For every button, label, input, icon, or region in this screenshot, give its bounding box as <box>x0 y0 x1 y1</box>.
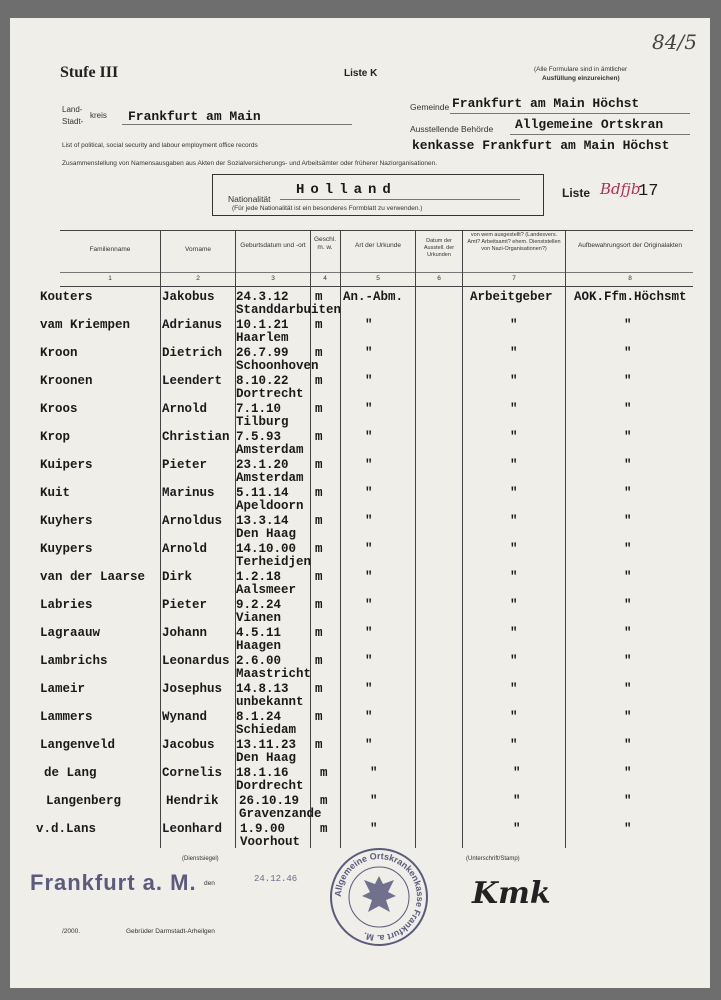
cell-archive: " <box>624 822 632 836</box>
cell-sex: m <box>315 458 323 472</box>
cell-archive: " <box>624 346 632 360</box>
cell-issuer: " <box>510 598 518 612</box>
cell-birthplace: Aalsmeer <box>236 583 297 597</box>
col-num-7: 7 <box>512 275 516 282</box>
table-row <box>10 710 710 738</box>
cell-birthdate: 9.2.24 <box>236 598 282 612</box>
cell-doctype: " <box>365 486 373 500</box>
col-header-doctype: Art der Urkunde <box>355 242 401 249</box>
table-row <box>10 738 710 766</box>
col-num-3: 3 <box>271 275 275 282</box>
cell-issuer: " <box>513 822 521 836</box>
table-row <box>10 318 710 346</box>
gemeinde-label: Gemeinde <box>410 102 450 112</box>
cell-sex: m <box>315 626 323 640</box>
cell-birthplace: Den Haag <box>236 751 297 765</box>
cell-birthdate: 1.2.18 <box>236 570 282 584</box>
cell-doctype: " <box>370 822 378 836</box>
cell-birthdate: 4.5.11 <box>236 626 282 640</box>
cell-archive: " <box>624 682 632 696</box>
col-num-5: 5 <box>376 275 380 282</box>
cell-issuer: " <box>510 430 518 444</box>
cell-doctype: " <box>365 654 373 668</box>
cell-doctype: " <box>365 598 373 612</box>
cell-issuer: " <box>510 570 518 584</box>
cell-surname: Lameir <box>40 682 86 696</box>
cell-birthplace: Amsterdam <box>236 443 304 457</box>
cell-sex: m <box>315 290 323 304</box>
nationality-label: Nationalität <box>228 194 271 204</box>
cell-sex: m <box>315 598 323 612</box>
table-row <box>10 374 710 402</box>
cell-birthplace: unbekannt <box>236 695 304 709</box>
german-line: Zusammenstellung von Namensausgaben aus Akten der Sozialversicherungs- und Arbeitsämter oder früherer Naziorganisationen. <box>62 160 438 167</box>
cell-surname: Krop <box>40 430 71 444</box>
cell-doctype: " <box>365 570 373 584</box>
behoerde-value-2: kenkasse Frankfurt am Main Höchst <box>412 138 670 153</box>
table-row <box>10 794 710 822</box>
cell-sex: m <box>315 346 323 360</box>
cell-doctype: " <box>365 514 373 528</box>
cell-birthplace: Dordrecht <box>236 779 304 793</box>
col-header-surname: Familienname <box>89 246 131 253</box>
cell-birthplace: Dortrecht <box>236 387 304 401</box>
col-header-archive: Aufbewahrungsort der Originalakten <box>577 242 683 249</box>
cell-issuer: " <box>510 346 518 360</box>
cell-archive: " <box>624 318 632 332</box>
cell-firstname: Pieter <box>162 598 208 612</box>
den-label: den <box>204 880 215 887</box>
table-row <box>10 570 710 598</box>
cell-sex: m <box>315 570 323 584</box>
cell-archive: " <box>624 430 632 444</box>
english-line: List of political, social security and labour employment office records <box>62 142 258 149</box>
cell-firstname: Dirk <box>162 570 193 584</box>
cell-birthdate: 13.11.23 <box>236 738 297 752</box>
cell-firstname: Arnold <box>162 402 208 416</box>
nationality-value: Holland <box>296 182 397 198</box>
cell-birthdate: 18.1.16 <box>236 766 289 780</box>
cell-archive: " <box>624 654 632 668</box>
cell-doctype: An.-Abm. <box>343 290 404 304</box>
col-num-1: 1 <box>108 275 112 282</box>
table-row <box>10 430 710 458</box>
cell-sex: m <box>315 710 323 724</box>
behoerde-value-1: Allgemeine Ortskran <box>515 117 664 132</box>
cell-sex: m <box>315 542 323 556</box>
table-row <box>10 626 710 654</box>
cell-sex: m <box>320 766 328 780</box>
nationality-note: (Für jede Nationalität ist ein besonderes Formblatt zu verwenden.) <box>232 205 423 212</box>
cell-issuer: " <box>510 710 518 724</box>
cell-surname: Kuipers <box>40 458 93 472</box>
cell-doctype: " <box>365 542 373 556</box>
stufe-heading: Stufe III <box>60 64 119 81</box>
table-row <box>10 486 710 514</box>
cell-sex: m <box>320 822 328 836</box>
liste-number: 17 <box>638 182 659 201</box>
cell-firstname: Adrianus <box>162 318 223 332</box>
cell-issuer: " <box>513 794 521 808</box>
handwritten-signature: Kmk <box>472 876 551 911</box>
cell-birthplace: Gravenzande <box>239 807 322 821</box>
cell-firstname: Marinus <box>162 486 215 500</box>
cell-sex: m <box>320 794 328 808</box>
cell-surname: Kroon <box>40 346 78 360</box>
kreis-label: kreis <box>90 111 107 120</box>
cell-issuer: " <box>510 374 518 388</box>
col-num-2: 2 <box>196 275 200 282</box>
cell-surname: de Lang <box>44 766 97 780</box>
cell-archive: " <box>624 598 632 612</box>
cell-issuer: " <box>510 458 518 472</box>
cell-firstname: Johann <box>162 626 208 640</box>
cell-surname: Kroos <box>40 402 78 416</box>
cell-sex: m <box>315 486 323 500</box>
cell-birthplace: Standdarbuiten <box>236 303 342 317</box>
document-sheet <box>10 18 710 988</box>
cell-doctype: " <box>365 430 373 444</box>
table-row <box>10 514 710 542</box>
cell-birthdate: 26.10.19 <box>239 794 300 808</box>
cell-sex: m <box>315 374 323 388</box>
cell-sex: m <box>315 514 323 528</box>
cell-surname: van der Laarse <box>40 570 146 584</box>
cell-doctype: " <box>365 738 373 752</box>
cell-sex: m <box>315 738 323 752</box>
cell-archive: " <box>624 486 632 500</box>
cell-firstname: Pieter <box>162 458 208 472</box>
cell-birthdate: 8.10.22 <box>236 374 289 388</box>
cell-birthdate: 7.1.10 <box>236 402 282 416</box>
col-header-sex: Geschl. m. w. <box>313 236 337 251</box>
cell-archive: " <box>624 514 632 528</box>
cell-surname: Langenberg <box>46 794 122 808</box>
cell-birthplace: Voorhout <box>240 835 301 849</box>
cell-surname: Lambrichs <box>40 654 108 668</box>
cell-archive: " <box>624 570 632 584</box>
cell-doctype: " <box>365 318 373 332</box>
table-row <box>10 346 710 374</box>
cell-doctype: " <box>370 766 378 780</box>
cell-birthplace: Schoonhoven <box>236 359 319 373</box>
cell-surname: Kuypers <box>40 542 93 556</box>
cell-birthplace: Apeldoorn <box>236 499 304 513</box>
dienstsiegel-label: (Dienstsiegel) <box>182 856 219 862</box>
cell-sex: m <box>315 654 323 668</box>
landkreis-value: Frankfurt am Main <box>128 109 261 124</box>
cell-surname: Langenveld <box>40 738 116 752</box>
cell-archive: " <box>624 374 632 388</box>
cell-archive: " <box>624 542 632 556</box>
liste-handwritten: Bdfjb <box>600 180 641 198</box>
cell-surname: Lammers <box>40 710 93 724</box>
cell-birthdate: 7.5.93 <box>236 430 282 444</box>
cell-archive: " <box>624 458 632 472</box>
cell-archive: AOK.Ffm.Höchsmt <box>574 290 687 304</box>
cell-surname: Labries <box>40 598 93 612</box>
cell-surname: Kouters <box>40 290 93 304</box>
liste-label: Liste <box>562 186 591 200</box>
cell-sex: m <box>315 402 323 416</box>
col-header-docdate: Datum der Ausstell. der Urkunden <box>423 238 455 258</box>
col-num-6: 6 <box>437 275 441 282</box>
cell-surname: vam Kriempen <box>40 318 131 332</box>
cell-doctype: " <box>365 682 373 696</box>
stadt-label: Stadt- <box>62 117 84 126</box>
cell-archive: " <box>624 738 632 752</box>
table-row <box>10 766 710 794</box>
cell-issuer: Arbeitgeber <box>470 290 553 304</box>
office-seal <box>328 846 430 948</box>
cell-doctype: " <box>365 458 373 472</box>
cell-issuer: " <box>510 542 518 556</box>
liste-k-heading: Liste K <box>344 68 378 79</box>
cell-issuer: " <box>510 626 518 640</box>
stamp-date: 24.12.46 <box>254 874 298 884</box>
col-header-birth: Geburtsdatum und -ort <box>240 242 306 249</box>
cell-firstname: Arnold <box>162 542 208 556</box>
cell-firstname: Arnoldus <box>162 514 223 528</box>
cell-birthdate: 5.11.14 <box>236 486 289 500</box>
cell-birthdate: 13.3.14 <box>236 514 289 528</box>
cell-birthdate: 14.10.00 <box>236 542 297 556</box>
cell-firstname: Leendert <box>162 374 223 388</box>
cell-birthdate: 26.7.99 <box>236 346 289 360</box>
col-num-4: 4 <box>323 275 327 282</box>
cell-firstname: Leonhard <box>162 822 223 836</box>
cell-doctype: " <box>370 794 378 808</box>
table-row <box>10 290 710 318</box>
cell-firstname: Josephus <box>162 682 223 696</box>
cell-sex: m <box>315 682 323 696</box>
col-header-firstname: Vorname <box>184 246 212 253</box>
cell-issuer: " <box>513 766 521 780</box>
seal-text: Allgemeine Ortskrankenkasse Frankfurt a. M. <box>332 850 426 944</box>
behoerde-label: Ausstellende Behörde <box>410 124 494 134</box>
table-row <box>10 542 710 570</box>
cell-doctype: " <box>365 374 373 388</box>
unterschrift-label: (Unterschrift/Stamp) <box>466 856 520 862</box>
cell-surname: Kuit <box>40 486 71 500</box>
cell-archive: " <box>624 766 632 780</box>
top-right-note-2: Ausfüllung einzureichen) <box>542 75 620 82</box>
table-row <box>10 598 710 626</box>
cell-issuer: " <box>510 402 518 416</box>
cell-birthdate: 14.8.13 <box>236 682 289 696</box>
cell-birthplace: Maastricht <box>236 667 312 681</box>
cell-firstname: Leonardus <box>162 654 230 668</box>
cell-birthplace: Haagen <box>236 639 282 653</box>
cell-birthdate: 23.1.20 <box>236 458 289 472</box>
cell-firstname: Jakobus <box>162 290 215 304</box>
table-row <box>10 654 710 682</box>
footer-printer: Gebrüder Darmstadt-Arheilgen <box>126 928 215 935</box>
table-row <box>10 682 710 710</box>
page-number-handwritten: 84/5 <box>652 30 697 54</box>
gemeinde-value: Frankfurt am Main Höchst <box>452 96 640 111</box>
cell-birthdate: 2.6.00 <box>236 654 282 668</box>
eagle-emblem-icon <box>362 876 396 912</box>
cell-firstname: Christian <box>162 430 230 444</box>
cell-doctype: " <box>365 710 373 724</box>
cell-firstname: Hendrik <box>166 794 219 808</box>
cell-birthplace: Haarlem <box>236 331 289 345</box>
footer-form-number: /2000. <box>62 928 81 935</box>
cell-archive: " <box>624 794 632 808</box>
table-row <box>10 402 710 430</box>
cell-sex: m <box>315 430 323 444</box>
col-num-8: 8 <box>628 275 632 282</box>
cell-doctype: " <box>365 626 373 640</box>
top-right-note-1: (Alle Formulare sind in ämtlicher <box>534 66 628 73</box>
cell-archive: " <box>624 710 632 724</box>
cell-archive: " <box>624 626 632 640</box>
cell-surname: v.d.Lans <box>36 822 97 836</box>
cell-birthdate: 1.9.00 <box>240 822 286 836</box>
cell-birthplace: Schiedam <box>236 723 297 737</box>
cell-firstname: Dietrich <box>162 346 223 360</box>
cell-sex: m <box>315 318 323 332</box>
cell-issuer: " <box>510 738 518 752</box>
land-label: Land- <box>62 105 83 114</box>
table-row <box>10 458 710 486</box>
cell-issuer: " <box>510 654 518 668</box>
cell-birthplace: Vianen <box>236 611 282 625</box>
cell-archive: " <box>624 402 632 416</box>
cell-issuer: " <box>510 682 518 696</box>
cell-surname: Kroonen <box>40 374 93 388</box>
cell-birthdate: 24.3.12 <box>236 290 289 304</box>
cell-issuer: " <box>510 486 518 500</box>
cell-birthdate: 10.1.21 <box>236 318 289 332</box>
city-stamp: Frankfurt a. M. <box>30 870 197 895</box>
cell-issuer: " <box>510 318 518 332</box>
cell-surname: Kuyhers <box>40 514 93 528</box>
cell-birthplace: Tilburg <box>236 415 289 429</box>
cell-firstname: Cornelis <box>162 766 223 780</box>
cell-birthdate: 8.1.24 <box>236 710 282 724</box>
cell-birthplace: Amsterdam <box>236 471 304 485</box>
cell-birthplace: Terheidjen <box>236 555 312 569</box>
cell-firstname: Jacobus <box>162 738 215 752</box>
cell-surname: Lagraauw <box>40 626 101 640</box>
cell-issuer: " <box>510 514 518 528</box>
cell-firstname: Wynand <box>162 710 208 724</box>
cell-doctype: " <box>365 402 373 416</box>
cell-doctype: " <box>365 346 373 360</box>
col-header-issuer: von wem ausgestellt? (Landesvers. Amt? Arbeitsamt? ehem. Dienststellen von Nazi-Organisationen?) <box>467 232 561 252</box>
cell-birthplace: Den Haag <box>236 527 297 541</box>
